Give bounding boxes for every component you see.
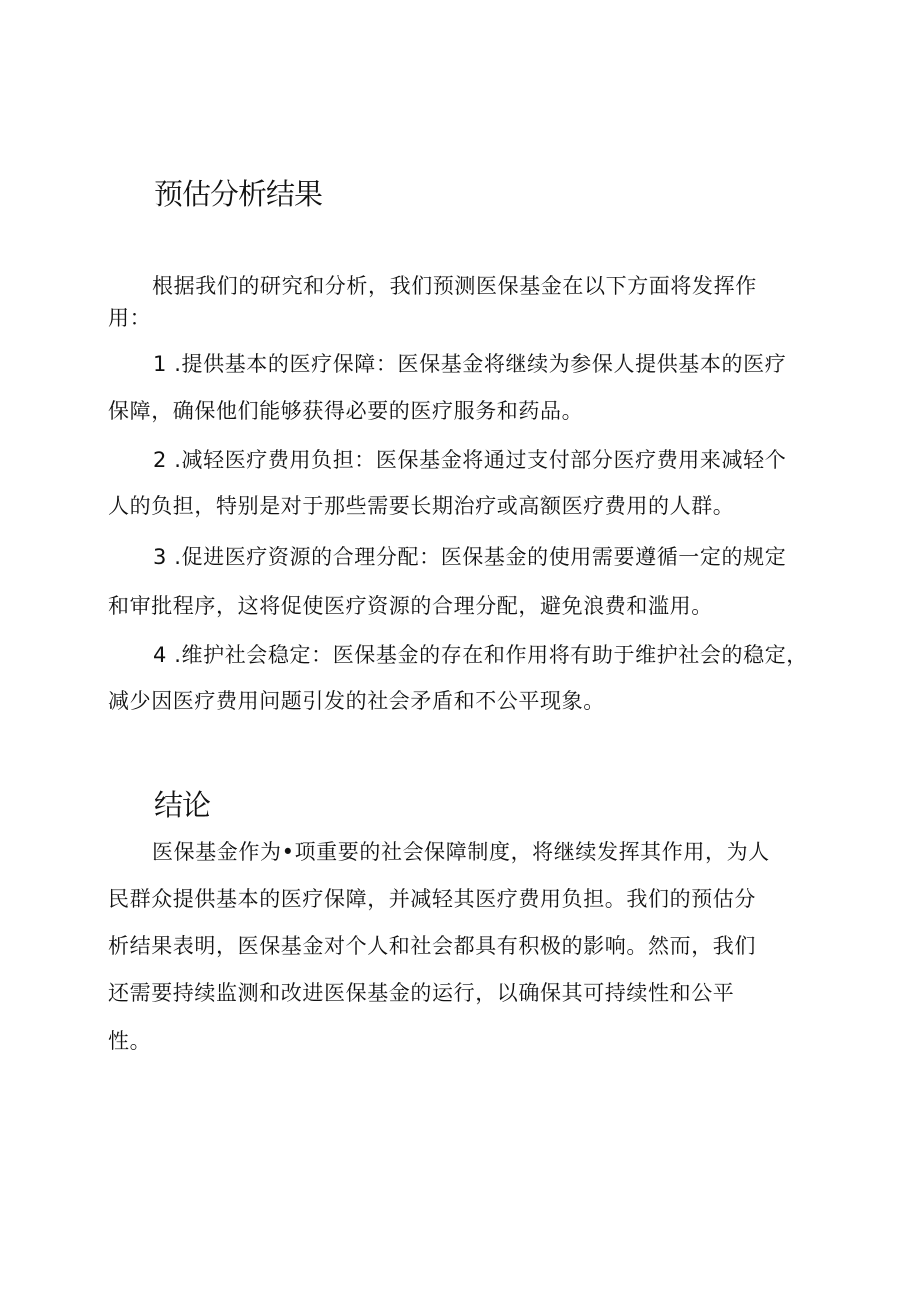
list-item-1-line: 1 .提供基本的医疗保障：医保基金将继续为参保人提供基本的医疗 [153, 352, 787, 376]
list-item-2-line: 2 .减轻医疗费用负担：医保基金将通过支付部分医疗费用来减轻个 [153, 448, 787, 472]
list-item-1-line: 保障，确保他们能够获得必要的医疗服务和药品。 [108, 399, 584, 423]
paragraph-line: 用： [108, 306, 152, 330]
list-item-4-line: 减少因医疗费用问题引发的社会矛盾和不公平现象。 [108, 689, 605, 713]
conclusion-line: 性。 [108, 1029, 152, 1053]
list-item-3-line: 和审批程序，这将促使医疗资源的合理分配，避免浪费和滥用。 [108, 594, 713, 618]
section-heading-analysis-results: 预估分析结果 [154, 177, 323, 211]
conclusion-line: 析结果表明，医保基金对个人和社会都具有积极的影响。然而，我们 [108, 934, 756, 958]
conclusion-line: 还需要持续监测和改进医保基金的运行，以确保其可持续性和公平 [108, 981, 735, 1005]
conclusion-line: 医保基金作为•项重要的社会保障制度，将继续发挥其作用，为人 [152, 840, 770, 864]
paragraph-line: 根据我们的研究和分析，我们预测医保基金在以下方面将发挥作 [152, 274, 757, 298]
list-item-3-line: 3 .促进医疗资源的合理分配：医保基金的使用需要遵循一定的规定 [153, 545, 787, 569]
list-item-2-line: 人的负担，特别是对于那些需要长期治疗或高额医疗费用的人群。 [108, 494, 735, 518]
list-item-4-line: 4 .维护社会稳定：医保基金的存在和作用将有助于维护社会的稳定， [153, 643, 808, 667]
conclusion-line: 民群众提供基本的医疗保障，并减轻其医疗费用负担。我们的预估分 [108, 887, 756, 911]
section-heading-conclusion: 结论 [154, 788, 211, 822]
